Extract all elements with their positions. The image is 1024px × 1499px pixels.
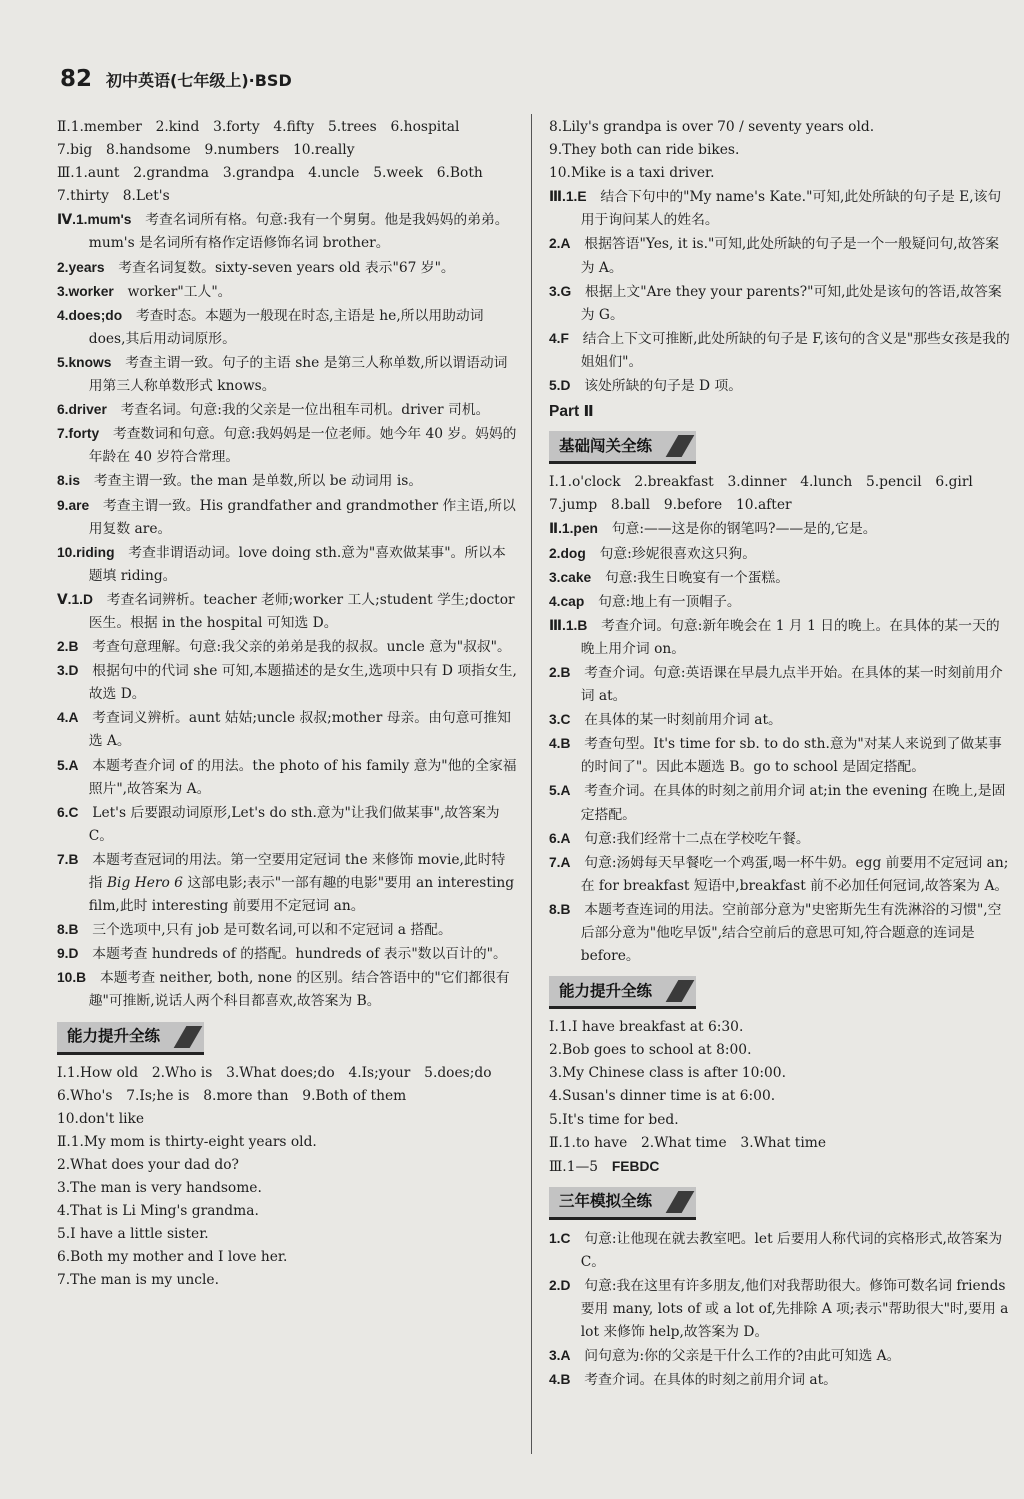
answer-key: 3.G <box>549 283 572 299</box>
answer-item <box>57 398 519 422</box>
answer-explanation: 句意:我在这里有许多朋友,他们对我帮助很大。修饰可数名词 friends 要用 many, lots of 或 a lot of,先排除 A 项;表示"帮助很大"时,要用 a lot 来修饰 help,故答案为 D。 <box>580 1278 1009 1341</box>
answer-item <box>549 590 1011 614</box>
answer-item <box>57 801 519 848</box>
answer-explanation: 考查名词辨析。teacher 老师;worker 工人;student 学生;doctor 医生。根据 in the hospital 可知选 D。 <box>88 591 515 631</box>
right-column <box>549 116 1011 1393</box>
answer-key: 8.is <box>57 473 81 489</box>
answer-explanation: worker"工人"。 <box>127 283 232 300</box>
answer-key: 5.D <box>549 378 571 394</box>
answer-item <box>57 280 519 304</box>
answer-item <box>549 1344 1011 1368</box>
answer-key: Ⅱ.1.pen <box>549 521 598 537</box>
answer-key: 2.years <box>57 259 105 275</box>
answer-explanation: 该处所缺的句子是 D 项。 <box>584 378 743 395</box>
answer-item <box>549 708 1011 732</box>
answer-explanation: 考查词义辨析。aunt 姑姑;uncle 叔叔;mother 母亲。由句意可推知选 A。 <box>88 710 511 750</box>
answer-item <box>549 327 1011 374</box>
answer-key: 9.are <box>57 497 90 513</box>
answer-explanation: 考查数词和句意。句意:我妈妈是一位老师。她今年 40 岁。妈妈的年龄在 40 岁符合常理。 <box>88 426 517 466</box>
answer-explanation: 考查非谓语动词。love doing sth.意为"喜欢做某事"。所以本题填 riding。 <box>88 544 506 584</box>
section-title: 能力提升全练 <box>67 1027 161 1046</box>
answer-key: 4.does;do <box>57 307 123 323</box>
answer-item <box>57 918 519 942</box>
answer-key: 4.B <box>549 1372 571 1388</box>
answer-key: 1.C <box>549 1230 571 1246</box>
answer-item <box>549 1227 1011 1274</box>
answer-explanation: 考查主谓一致。句子的主语 she 是第三人称单数,所以谓语动词用第三人称单数形式 knows。 <box>88 354 508 395</box>
movie-title: Big Hero 6 <box>106 875 183 891</box>
answer-explanation: 结合上下文可推断,此处所缺的句子是 F,该句的含义是"那些女孩是我的姐姐们"。 <box>580 330 1010 370</box>
answer-line: 4.Susan's dinner time is at 6:00. <box>549 1088 776 1105</box>
answer-key: 3.cake <box>549 569 592 585</box>
answer-line: Ⅰ.1.How old 2.Who is 3.What does;do 4.Is;your 5.does;do 6.Who's 7.Is;he is 8.more than 9.Both of them <box>57 1064 506 1104</box>
answer-line: 5.I have a little sister. <box>57 1226 209 1243</box>
page-header <box>60 66 292 102</box>
answer-key: 2.D <box>549 1278 571 1294</box>
answer-key: 4.B <box>549 736 571 752</box>
answer-explanation: 考查介词。在具体的时刻之前用介词 at;in the evening 在晚上,是固定搭配。 <box>580 783 1006 823</box>
answer-explanation: 本题考查介词 of 的用法。the photo of his family 意为"他的全家福照片",故答案为 A。 <box>88 757 517 797</box>
answer-explanation: 结合下句中的"My name's Kate."可知,此处所缺的句子是 E,该句用于询问某人的姓名。 <box>580 189 1002 229</box>
answer-explanation: 句意:珍妮很喜欢这只狗。 <box>599 545 757 562</box>
answer-explanation: 考查句型。It's time for sb. to do sth.意为"对某人来说到了做某事的时间了"。因此本题选 B。go to school 是固定搭配。 <box>580 736 1002 776</box>
answer-key: 3.worker <box>57 283 114 299</box>
answer-item <box>549 1368 1011 1392</box>
answer-explanation: 考查名词。句意:我的父亲是一位出租车司机。driver 司机。 <box>120 402 490 419</box>
answer-key: 2.dog <box>549 545 586 561</box>
answer-line: Ⅱ.1.My mom is thirty-eight years old. <box>57 1133 317 1150</box>
answer-line: Ⅰ.1.I have breakfast at 6:30. <box>549 1019 744 1036</box>
answer-explanation: 本题考查冠词的用法。第一空要用定冠词 the 来修饰 movie,此时特指 <box>88 851 506 891</box>
answer-explanation: 在具体的某一时刻前用介词 at。 <box>584 712 782 729</box>
answer-explanation: 三个选项中,只有 job 是可数名词,可以和不定冠词 a 搭配。 <box>92 922 452 939</box>
answer-explanation: 本题考查连词的用法。空前部分意为"史密斯先生有洗淋浴的习惯",空后部分意为"他吃早饭",结合空前后的意思可知,符合题意的连词是 before。 <box>580 901 1002 965</box>
answer-line: Ⅱ.1.to have 2.What time 3.What time <box>549 1134 827 1151</box>
section-heading <box>57 1022 204 1052</box>
answer-key: Ⅲ.1.E <box>549 189 587 205</box>
answer-line <box>549 1155 1011 1179</box>
left-column <box>57 116 519 1293</box>
answer-item <box>57 351 519 398</box>
answer-explanation: 根据答语"Yes, it is."可知,此处所缺的句子是一个一般疑问句,故答案为 A。 <box>580 236 1000 276</box>
answer-item <box>549 232 1011 279</box>
answer-key: FEBDC <box>611 1158 660 1174</box>
answer-range: Ⅲ.1—5 <box>549 1158 612 1175</box>
answer-item <box>57 208 519 255</box>
answer-item <box>549 542 1011 566</box>
answer-item <box>549 566 1011 590</box>
section-heading <box>549 1187 696 1217</box>
answer-item <box>57 635 519 659</box>
answer-item <box>549 779 1011 826</box>
answer-explanation: 考查主谓一致。the man 是单数,所以 be 动词用 is。 <box>93 473 423 490</box>
section-title: 基础闯关全练 <box>559 436 653 455</box>
answer-key: 7.B <box>57 851 79 867</box>
answer-key: 7.A <box>549 854 571 870</box>
answer-explanation: 考查名词所有格。句意:我有一个舅舅。他是我妈妈的弟弟。mum's 是名词所有格作定语修饰名词 brother。 <box>88 212 509 252</box>
part-heading: Part Ⅱ <box>549 403 594 421</box>
answer-line: 4.That is Li Ming's grandma. <box>57 1203 259 1220</box>
answer-line: 3.My Chinese class is after 10:00. <box>549 1065 786 1082</box>
answer-item <box>549 614 1011 661</box>
answer-line: 6.Both my mother and I love her. <box>57 1249 288 1266</box>
answer-explanation: 句意:我们经常十二点在学校吃午餐。 <box>584 830 810 847</box>
answer-item <box>549 898 1011 968</box>
answer-item <box>57 659 519 706</box>
answer-explanation: 根据句中的代词 she 可知,本题描述的是女生,选项中只有 D 项指女生,故选 D。 <box>88 663 517 703</box>
answer-key: 10.B <box>57 970 87 986</box>
answer-explanation: 本题考查 hundreds of 的搭配。hundreds of 表示"数以百计的"。 <box>92 946 507 963</box>
answer-line: 5.It's time for bed. <box>549 1111 679 1128</box>
answer-explanation: 考查介词。句意:新年晚会在 1 月 1 日的晚上。在具体的某一天的晚上用介词 on。 <box>580 617 1000 657</box>
answer-item <box>57 588 519 635</box>
answer-key: 2.A <box>549 236 571 252</box>
answer-line: 2.What does your dad do? <box>57 1156 239 1173</box>
column-divider <box>531 114 532 1454</box>
section-title: 三年模拟全练 <box>559 1192 653 1211</box>
answer-key: 5.A <box>549 783 571 799</box>
answer-line: 7.jump 8.ball 9.before 10.after <box>549 497 792 514</box>
answer-explanation: 考查介词。句意:英语课在早晨九点半开始。在具体的某一时刻前用介词 at。 <box>580 664 1003 705</box>
answer-key: 2.B <box>57 639 79 655</box>
answer-key: 3.D <box>57 663 79 679</box>
answer-item <box>57 966 519 1013</box>
answer-key: 6.A <box>549 830 571 846</box>
answer-item <box>549 185 1011 232</box>
answer-item <box>57 422 519 469</box>
page-title: 初中英语(七年级上)·BSD <box>106 71 292 90</box>
answer-key: 4.A <box>57 710 79 726</box>
answer-item <box>57 304 519 351</box>
section-heading <box>549 976 696 1006</box>
answer-explanation: 句意:——这是你的钢笔吗?——是的,它是。 <box>611 521 877 538</box>
answer-key: 9.D <box>57 946 79 962</box>
answer-explanation: 句意:让他现在就去教室吧。let 后要用人称代词的宾格形式,故答案为 C。 <box>580 1230 1003 1270</box>
answer-line: 7.The man is my uncle. <box>57 1272 219 1289</box>
answer-explanation: 考查时态。本题为一般现在时态,主语是 he,所以用助动词 does,其后用动词原形。 <box>88 307 484 347</box>
answer-item <box>57 256 519 280</box>
answer-item <box>57 541 519 588</box>
answer-explanation: 这部电影;表示"一部有趣的电影"要用 an interesting film,此时 interesting 前要用不定冠词 an。 <box>88 875 515 915</box>
answer-explanation: 考查句意理解。句意:我父亲的弟弟是我的叔叔。uncle 意为"叔叔"。 <box>92 639 511 656</box>
answer-item <box>549 661 1011 708</box>
answer-explanation: 问句意为:你的父亲是干什么工作的?由此可知选 A。 <box>584 1348 901 1365</box>
answer-item <box>549 280 1011 327</box>
answer-item <box>549 851 1011 898</box>
answer-item <box>57 754 519 801</box>
answer-item <box>57 706 519 753</box>
answer-explanation: 本题考查 neither, both, none 的区别。结合答语中的"它们都很有趣"可推断,说话人两个科目都喜欢,故答案为 B。 <box>88 970 510 1010</box>
answer-line: 2.Bob goes to school at 8:00. <box>549 1042 752 1059</box>
answer-item <box>549 374 1011 398</box>
answer-line: 3.The man is very handsome. <box>57 1180 262 1197</box>
answer-explanation: Let's 后要跟动词原形,Let's do sth.意为"让我们做某事",故答案为 C。 <box>88 804 500 844</box>
answer-line: 8.Lily's grandpa is over 70 / seventy years old. <box>549 119 875 135</box>
answer-key: 8.B <box>549 901 571 917</box>
page-number: 82 <box>60 66 93 92</box>
answer-key: 2.B <box>549 664 571 680</box>
answer-explanation: 句意:汤姆每天早餐吃一个鸡蛋,喝一杯牛奶。egg 前要用不定冠词 an;在 for breakfast 短语中,breakfast 前不必加任何冠词,故答案为 A。 <box>580 854 1009 894</box>
answer-item <box>549 732 1011 779</box>
answer-item <box>549 827 1011 851</box>
answer-line: Ⅰ.1.o'clock 2.breakfast 3.dinner 4.lunch 5.pencil 6.girl <box>549 474 973 491</box>
section-title: 能力提升全练 <box>559 981 653 1000</box>
answer-explanation: 根据上文"Are they your parents?"可知,此处是该句的答语,故答案为 G。 <box>580 283 1002 323</box>
answer-key: 6.C <box>57 804 79 820</box>
answer-key: 7.forty <box>57 426 100 442</box>
answer-line: Ⅱ.1.member 2.kind 3.forty 4.fifty 5.trees 6.hospital <box>57 119 460 135</box>
answer-key: 3.A <box>549 1348 571 1364</box>
answer-item <box>57 494 519 541</box>
answer-key: Ⅳ.1.mum's <box>57 212 132 228</box>
answer-explanation: 考查主谓一致。His grandfather and grandmother 作主语,所以用复数 are。 <box>88 497 516 537</box>
answer-key: 4.F <box>549 330 569 346</box>
answer-item <box>549 517 1011 541</box>
answer-item <box>549 1274 1011 1344</box>
answer-item <box>57 942 519 966</box>
answer-item <box>57 848 519 918</box>
answer-key: 10.riding <box>57 544 115 560</box>
section-heading <box>549 431 696 461</box>
answer-explanation: 考查名词复数。sixty-seven years old 表示"67 岁"。 <box>118 259 455 276</box>
answer-explanation: 句意:我生日晚宴有一个蛋糕。 <box>605 569 790 586</box>
answer-key: 8.B <box>57 922 79 938</box>
answer-key: 4.cap <box>549 593 585 609</box>
answer-key: 5.knows <box>57 354 112 370</box>
answer-line: 10.Mike is a taxi driver. <box>549 165 715 182</box>
answer-line: Ⅲ.1.aunt 2.grandma 3.grandpa 4.uncle 5.week 6.Both <box>57 165 483 182</box>
answer-key: 5.A <box>57 757 79 773</box>
answer-key: 6.driver <box>57 402 107 418</box>
answer-explanation: 句意:地上有一顶帽子。 <box>598 593 741 610</box>
answer-key: Ⅴ.1.D <box>57 591 93 607</box>
answer-line: 10.don't like <box>57 1110 145 1127</box>
answer-item <box>57 469 519 493</box>
answer-key: Ⅲ.1.B <box>549 617 588 633</box>
answer-key: 3.C <box>549 712 571 728</box>
answer-explanation: 考查介词。在具体的时刻之前用介词 at。 <box>584 1372 837 1389</box>
answer-line: 9.They both can ride bikes. <box>549 142 740 159</box>
answer-line: 7.big 8.handsome 9.numbers 10.really <box>57 142 355 159</box>
answer-line: 7.thirty 8.Let's <box>57 188 170 205</box>
